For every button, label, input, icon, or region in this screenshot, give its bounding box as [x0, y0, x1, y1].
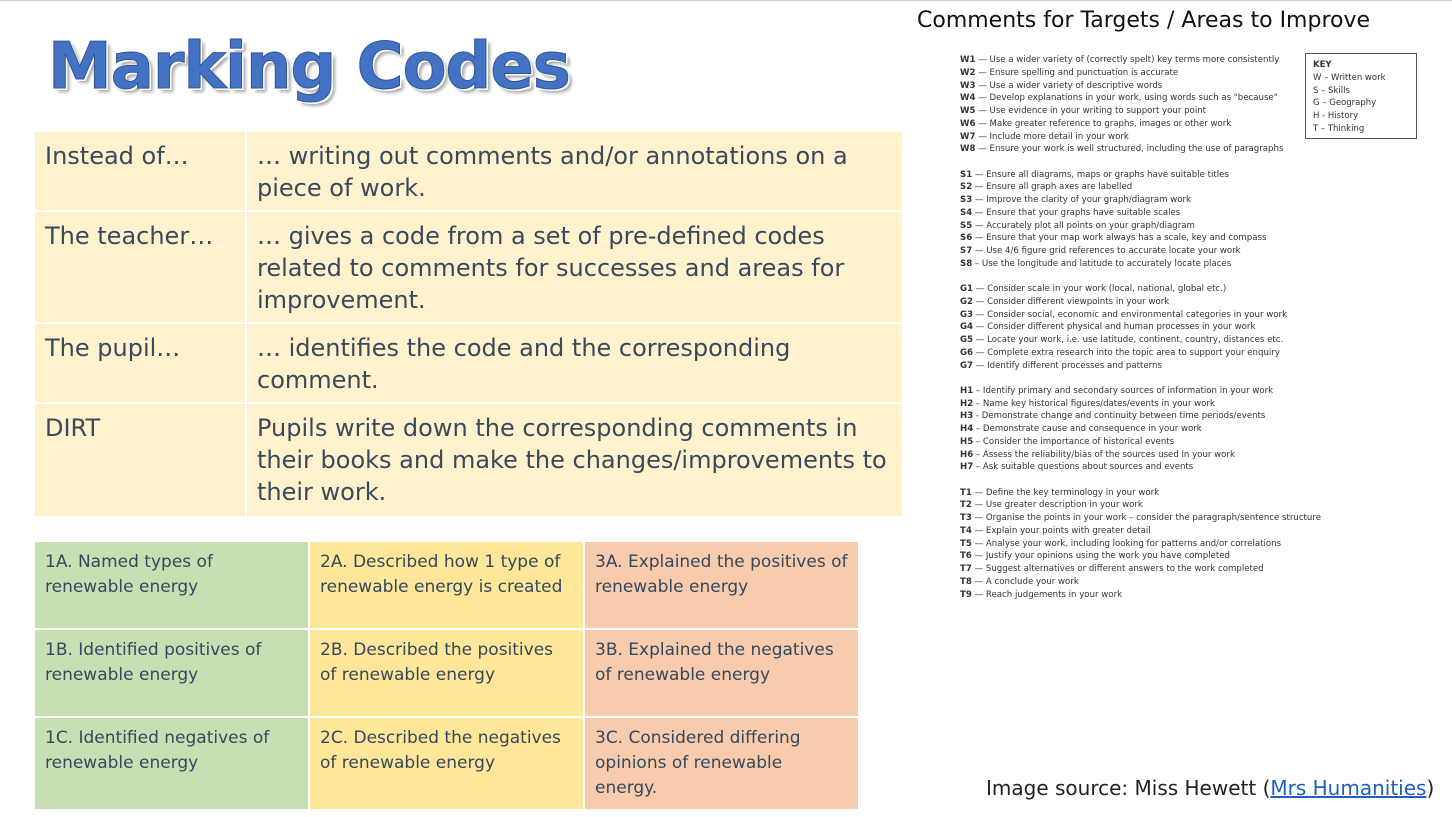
comment-item — [960, 360, 1310, 373]
comment-text: — Ensure your work is well structured, including the use of paragraphs — [975, 144, 1284, 155]
comment-item — [960, 525, 1310, 538]
comment-code: H2 — [960, 398, 974, 409]
comment-text: — Use a wider variety of descriptive words — [975, 80, 1163, 91]
comment-text: – Identify primary and secondary sources of information in your work — [973, 385, 1274, 396]
comment-code: T5 — [960, 538, 972, 549]
definition-description: Pupils write down the corresponding comments in their books and make the changes/improvements to their work. — [247, 404, 902, 516]
comment-item — [960, 194, 1310, 207]
definition-term: The pupil… — [35, 324, 245, 402]
comment-code: S8 — [960, 258, 973, 269]
comment-item — [960, 410, 1310, 423]
comment-item — [960, 92, 1310, 105]
code-cell-3a: 3A. Explained the positives of renewable energy — [585, 542, 858, 628]
comment-code: G3 — [960, 309, 974, 320]
comment-code: T7 — [960, 564, 972, 574]
comment-item — [960, 54, 1310, 67]
comment-code: W8 — [960, 144, 976, 155]
comment-group — [960, 169, 1310, 271]
comment-item — [960, 258, 1310, 271]
definition-row — [35, 404, 902, 516]
comment-text: - Demonstrate change and continuity between time periods/events — [973, 411, 1266, 422]
definition-row — [35, 324, 902, 402]
codes-row — [35, 630, 858, 716]
comment-code: G6 — [960, 347, 974, 358]
code-cell-2c: 2C. Described the negatives of renewable energy — [310, 718, 583, 809]
comment-item — [960, 398, 1310, 411]
comment-code: T4 — [960, 525, 972, 536]
comment-text: — Include more detail in your work — [975, 131, 1129, 142]
comment-text: — Ensure all graph axes are labelled — [972, 182, 1133, 193]
comment-text: – Demonstrate cause and consequence in your work — [973, 424, 1202, 434]
comment-code: G4 — [960, 322, 974, 333]
comment-text: – Use the longitude and latitude to accurately locate places — [972, 258, 1232, 269]
comment-code: G2 — [960, 296, 974, 307]
comment-item — [960, 487, 1310, 500]
comment-code: G1 — [960, 284, 974, 294]
key-item: T – Thinking — [1313, 123, 1365, 134]
key-item: G – Geography — [1313, 98, 1377, 109]
comment-code: H3 — [960, 411, 974, 422]
comment-item — [960, 321, 1310, 334]
comment-code: T3 — [960, 513, 972, 523]
comment-text: – Ask suitable questions about sources and events — [973, 462, 1194, 473]
definition-term: The teacher… — [35, 212, 245, 322]
comment-code: W3 — [960, 80, 976, 91]
comment-item — [960, 499, 1310, 512]
comment-text: – Assess the reliability/bias of the sources used in your work — [973, 449, 1235, 460]
comment-text: — Define the key terminology in your work — [971, 487, 1160, 498]
key-box — [1305, 53, 1417, 139]
comment-code: G7 — [960, 360, 974, 371]
comment-item — [960, 576, 1310, 589]
definition-row — [35, 132, 902, 210]
comment-text: — Reach judgements in your work — [971, 589, 1123, 600]
key-item: W – Written work — [1313, 72, 1386, 83]
comment-code: W1 — [960, 55, 976, 65]
comment-code: T9 — [960, 589, 972, 600]
comment-item — [960, 512, 1322, 525]
comment-item — [960, 232, 1310, 245]
comment-text: — Use greater description in your work — [971, 500, 1143, 511]
comment-group — [960, 283, 1310, 372]
comment-code: W2 — [960, 67, 976, 78]
comment-code: T8 — [960, 576, 972, 587]
comment-code: H6 — [960, 449, 974, 460]
definition-term: Instead of… — [35, 132, 245, 210]
comment-text: — Use evidence in your writing to support your point — [975, 106, 1207, 116]
comment-code: H1 — [960, 385, 974, 396]
comment-text: — Analyse your work, including looking for patterns and/or correlations — [971, 538, 1282, 549]
comment-text: — Consider different viewpoints in your work — [973, 296, 1170, 307]
mrs-humanities-link[interactable]: Mrs Humanities — [1270, 776, 1427, 800]
comment-item — [960, 461, 1310, 474]
comment-text: — A conclude your work — [971, 576, 1079, 587]
comment-text: — Accurately plot all points on your graph/diagram — [972, 220, 1195, 231]
comment-item — [960, 169, 1310, 182]
comment-text: — Identify different processes and patterns — [973, 360, 1162, 371]
comment-item — [960, 296, 1310, 309]
comment-item — [960, 245, 1310, 258]
comment-item — [960, 181, 1310, 194]
comment-code: H5 — [960, 436, 974, 447]
comment-code: S1 — [960, 169, 973, 180]
code-cell-1a: 1A. Named types of renewable energy — [35, 542, 308, 628]
page-title: Marking Codes — [48, 30, 570, 104]
comment-text: — Use 4/6 figure grid references to accurate locate your work — [972, 246, 1241, 256]
comment-code: G5 — [960, 335, 974, 345]
comment-code: H7 — [960, 462, 974, 473]
definitions-table — [33, 130, 904, 518]
marking-codes-grid — [33, 540, 860, 811]
key-item: S – Skills — [1313, 85, 1350, 96]
definition-term: DIRT — [35, 404, 245, 516]
comment-item — [960, 118, 1310, 131]
comment-group — [960, 487, 1322, 602]
codes-row — [35, 718, 858, 809]
top-border — [0, 0, 1452, 1]
code-cell-2a: 2A. Described how 1 type of renewable energy is created — [310, 542, 583, 628]
comment-text: — Ensure that your map work always has a scale, key and compass — [972, 233, 1267, 244]
comment-text: – Consider the importance of historical events — [973, 436, 1175, 447]
comment-item — [960, 347, 1310, 360]
comment-text: — Complete extra research into the topic area to support your enquiry — [973, 347, 1280, 358]
comment-item — [960, 131, 1310, 144]
comment-code: S5 — [960, 220, 973, 231]
codes-row — [35, 542, 858, 628]
comment-text: — Organise the points in your work – consider the paragraph/sentence structure — [971, 513, 1322, 523]
code-cell-3b: 3B. Explained the negatives of renewable energy — [585, 630, 858, 716]
comment-item — [960, 283, 1310, 296]
comment-item — [960, 550, 1310, 563]
comment-item — [960, 334, 1310, 347]
comment-text: – Name key historical figures/dates/events in your work — [973, 398, 1215, 409]
comment-text: — Improve the clarity of your graph/diagram work — [972, 195, 1192, 205]
comment-text: — Ensure all diagrams, maps or graphs have suitable titles — [972, 169, 1229, 180]
definition-description: … writing out comments and/or annotations on a piece of work. — [247, 132, 902, 210]
comment-item — [960, 220, 1310, 233]
code-cell-1c: 1C. Identified negatives of renewable energy — [35, 718, 308, 809]
comment-code: W6 — [960, 118, 976, 129]
comment-code: W4 — [960, 93, 976, 104]
comment-code: W7 — [960, 131, 976, 142]
comment-item — [960, 309, 1310, 322]
key-item: H - History — [1313, 111, 1359, 122]
comment-text: — Use a wider variety of (correctly spelt) key terms more consistently — [975, 55, 1280, 65]
source-suffix: ) — [1426, 776, 1435, 800]
comment-item — [960, 80, 1310, 93]
code-cell-3c: 3C. Considered differing opinions of renewable energy. — [585, 718, 858, 809]
comment-text: — Suggest alternatives or different answers to the work completed — [971, 564, 1264, 574]
comment-text: — Consider scale in your work (local, national, global etc.) — [973, 284, 1227, 294]
comment-code: T6 — [960, 551, 972, 562]
comment-item — [960, 538, 1310, 551]
comment-code: S2 — [960, 182, 973, 193]
targets-heading: Comments for Targets / Areas to Improve — [917, 8, 1371, 33]
comment-code: S6 — [960, 233, 973, 244]
comment-item — [960, 423, 1310, 436]
definition-row — [35, 212, 902, 322]
comment-code: S3 — [960, 195, 973, 205]
comment-item — [960, 449, 1310, 462]
comment-item — [960, 589, 1310, 602]
comment-text: — Locate your work, i.e. use latitude, continent, country, distances etc. — [973, 335, 1284, 345]
comment-group — [960, 54, 1310, 156]
comment-text: — Explain your points with greater detail — [971, 525, 1151, 536]
comments-list — [960, 54, 1322, 614]
comment-item — [960, 143, 1310, 156]
comment-group — [960, 385, 1310, 474]
comment-code: S4 — [960, 207, 973, 218]
comment-code: S7 — [960, 246, 973, 256]
comment-text: — Make greater reference to graphs, images or other work — [975, 118, 1232, 129]
comment-code: H4 — [960, 424, 974, 434]
comment-text: — Develop explanations in your work, using words such as "because" — [975, 93, 1278, 104]
comment-item — [960, 436, 1310, 449]
comment-item — [960, 207, 1310, 220]
key-title: KEY — [1313, 60, 1332, 70]
comment-item — [960, 563, 1310, 576]
comment-item — [960, 385, 1310, 398]
comment-code: T1 — [960, 487, 972, 498]
comment-text: — Justify your opinions using the work you have completed — [971, 551, 1230, 562]
definition-description: … identifies the code and the corresponding comment. — [247, 324, 902, 402]
comment-text: — Consider different physical and human processes in your work — [973, 322, 1256, 333]
comment-code: T2 — [960, 500, 972, 511]
comment-code: W5 — [960, 106, 976, 116]
code-cell-2b: 2B. Described the positives of renewable energy — [310, 630, 583, 716]
source-prefix: Image source: Miss Hewett ( — [986, 776, 1271, 800]
image-source — [986, 776, 1434, 800]
comment-text: — Ensure that your graphs have suitable scales — [972, 207, 1181, 218]
definition-description: … gives a code from a set of pre-defined codes related to comments for successes and areas for improvement. — [247, 212, 902, 322]
comment-item — [960, 105, 1310, 118]
comment-text: — Ensure spelling and punctuation is accurate — [975, 67, 1179, 78]
comment-item — [960, 67, 1310, 80]
code-cell-1b: 1B. Identified positives of renewable energy — [35, 630, 308, 716]
comment-text: — Consider social, economic and environmental categories in your work — [973, 309, 1288, 320]
